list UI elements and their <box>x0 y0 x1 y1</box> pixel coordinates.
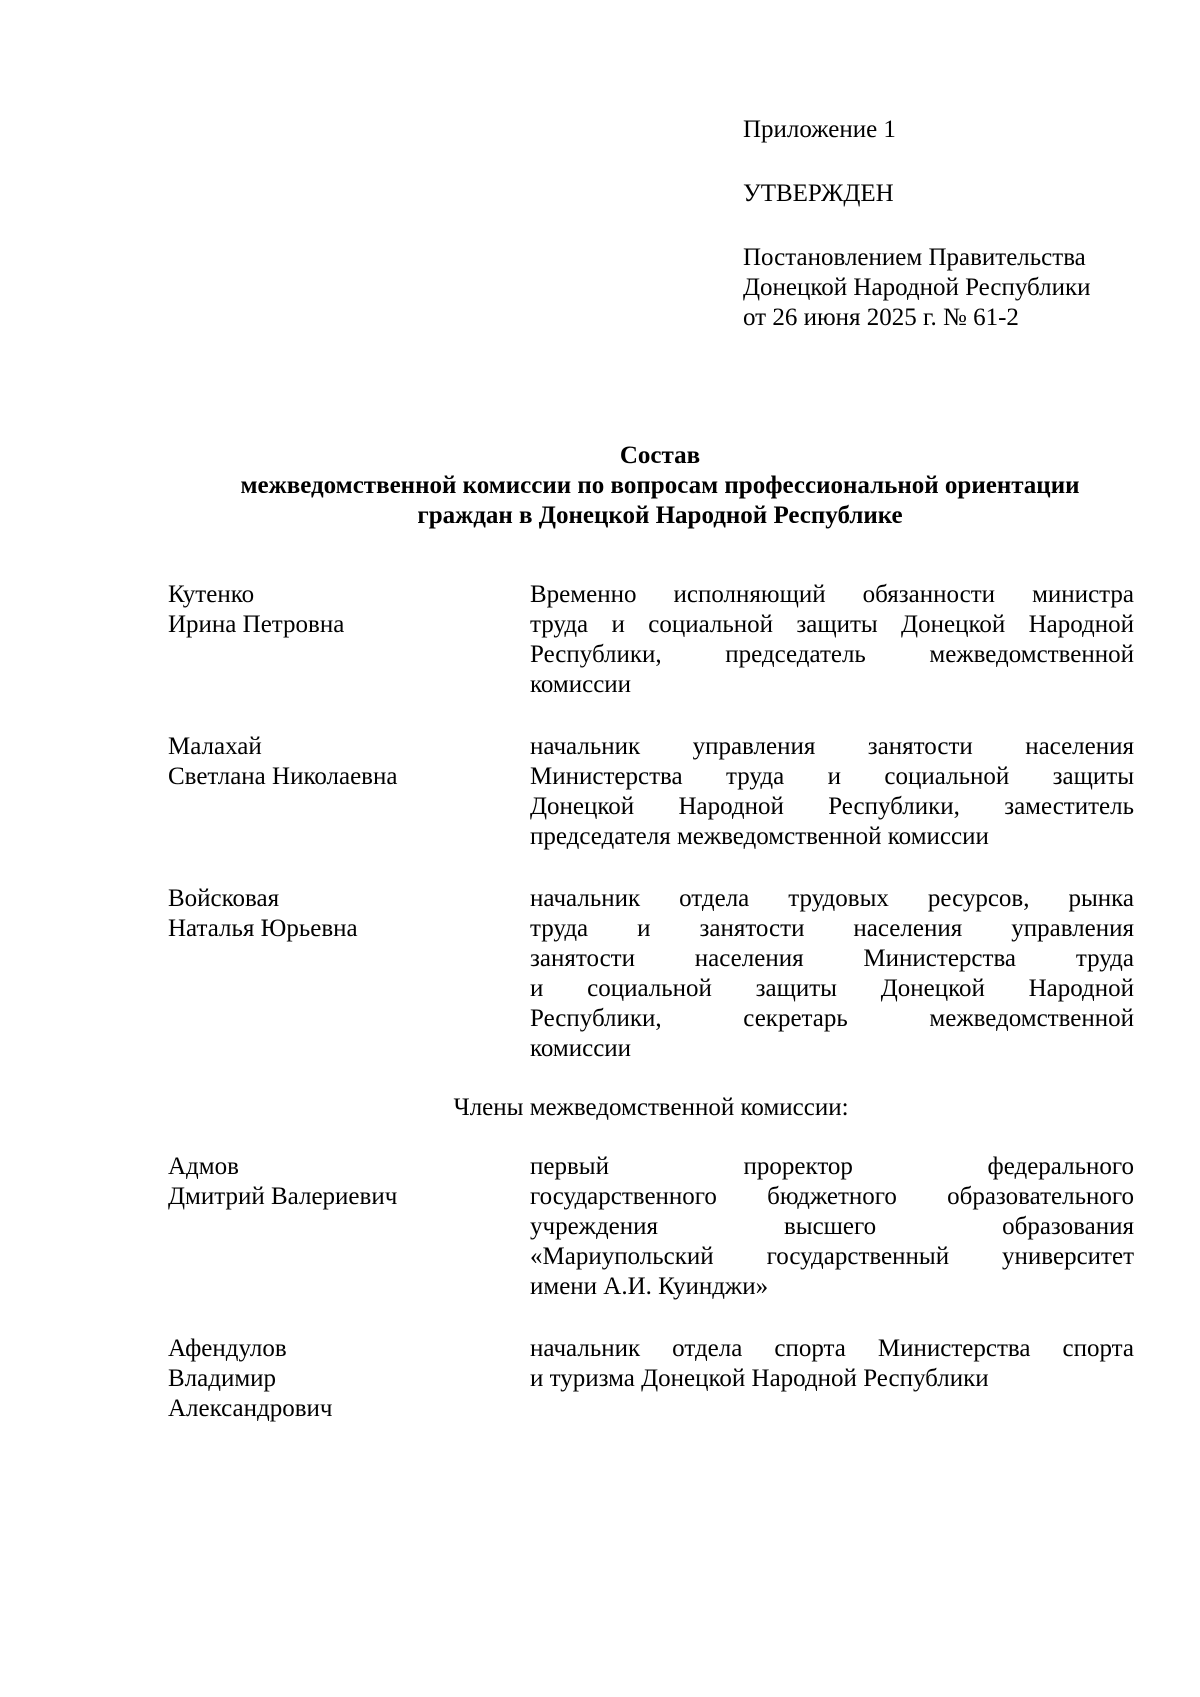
member-entry <box>168 1152 1134 1302</box>
members-list <box>168 1152 1134 1424</box>
member-position <box>530 1334 1134 1424</box>
resolution-line: от 26 июня 2025 г. № 61-2 <box>743 304 1019 331</box>
member-name-line: Дмитрий Валериевич <box>168 1183 398 1210</box>
member-position-line: Донецкой Народной Республики, заместитель <box>530 793 1134 820</box>
member-position-line: Республики, председатель межведомственной <box>530 641 1134 668</box>
member-position-line: Временно исполняющий обязанности министра <box>530 581 1134 608</box>
title-line: межведомственной комиссии по вопросам профессиональной ориентации <box>240 472 1080 499</box>
member-name-line: Афендулов <box>168 1335 287 1362</box>
member-position-line: имени А.И. Куинджи» <box>530 1273 769 1300</box>
resolution-line: Постановлением Правительства <box>743 244 1086 271</box>
member-name <box>168 1152 530 1302</box>
member-position-line: труда и занятости населения управления <box>530 915 1134 942</box>
member-position <box>530 1152 1134 1302</box>
member-position-line: занятости населения Министерства труда <box>530 945 1134 972</box>
member-position-line: комиссии <box>530 671 632 698</box>
member-name-line: Светлана Николаевна <box>168 763 398 790</box>
appendix-label: Приложение 1 <box>743 116 896 143</box>
resolution-line: Донецкой Народной Республики <box>743 274 1091 301</box>
member-entry <box>168 580 1134 700</box>
member-position-line: Республики, секретарь межведомственной <box>530 1005 1134 1032</box>
member-position-line: начальник управления занятости населения <box>530 733 1134 760</box>
member-position <box>530 732 1134 852</box>
member-name-line: Наталья Юрьевна <box>168 915 358 942</box>
title-line: граждан в Донецкой Народной Республике <box>417 502 903 529</box>
member-position <box>530 580 1134 700</box>
title-line: Состав <box>619 442 701 469</box>
member-entry <box>168 884 1134 1064</box>
member-entry <box>168 732 1134 852</box>
member-name-line: Малахай <box>168 733 262 760</box>
member-name-line: Адмов <box>168 1153 239 1180</box>
spacer <box>743 209 1163 243</box>
members-heading: Члены межведомственной комиссии: <box>453 1094 849 1121</box>
member-position-line: труда и социальной защиты Донецкой Народной <box>530 611 1134 638</box>
spacer <box>743 145 1163 179</box>
member-position-line: государственного бюджетного образовательного <box>530 1183 1134 1210</box>
member-name-line: Владимир <box>168 1365 277 1392</box>
member-position <box>530 884 1134 1064</box>
member-name-line: Александрович <box>168 1395 333 1422</box>
member-position-line: и социальной защиты Донецкой Народной <box>530 975 1134 1002</box>
document-title <box>140 441 1180 531</box>
member-name <box>168 1334 530 1424</box>
member-position-line: начальник отдела спорта Министерства спорта <box>530 1335 1134 1362</box>
member-position-line: председателя межведомственной комиссии <box>530 823 989 850</box>
member-name <box>168 732 530 852</box>
member-position-line: комиссии <box>530 1035 632 1062</box>
member-name-line: Ирина Петровна <box>168 611 345 638</box>
member-name <box>168 884 530 1064</box>
commission-composition <box>168 580 1134 1456</box>
member-position-line: и туризма Донецкой Народной Республики <box>530 1365 989 1392</box>
member-name <box>168 580 530 700</box>
member-position-line: начальник отдела трудовых ресурсов, рынка <box>530 885 1134 912</box>
member-position-line: первый проректор федерального <box>530 1153 1134 1180</box>
approval-stamp <box>743 115 1163 333</box>
member-position-line: учреждения высшего образования <box>530 1213 1134 1240</box>
approved-label: УТВЕРЖДЕН <box>743 180 894 207</box>
member-entry <box>168 1334 1134 1424</box>
member-name-line: Войсковая <box>168 885 280 912</box>
member-name-line: Кутенко <box>168 581 255 608</box>
member-position-line: Министерства труда и социальной защиты <box>530 763 1134 790</box>
leadership-list <box>168 580 1134 1064</box>
member-position-line: «Мариупольский государственный университет <box>530 1243 1134 1270</box>
